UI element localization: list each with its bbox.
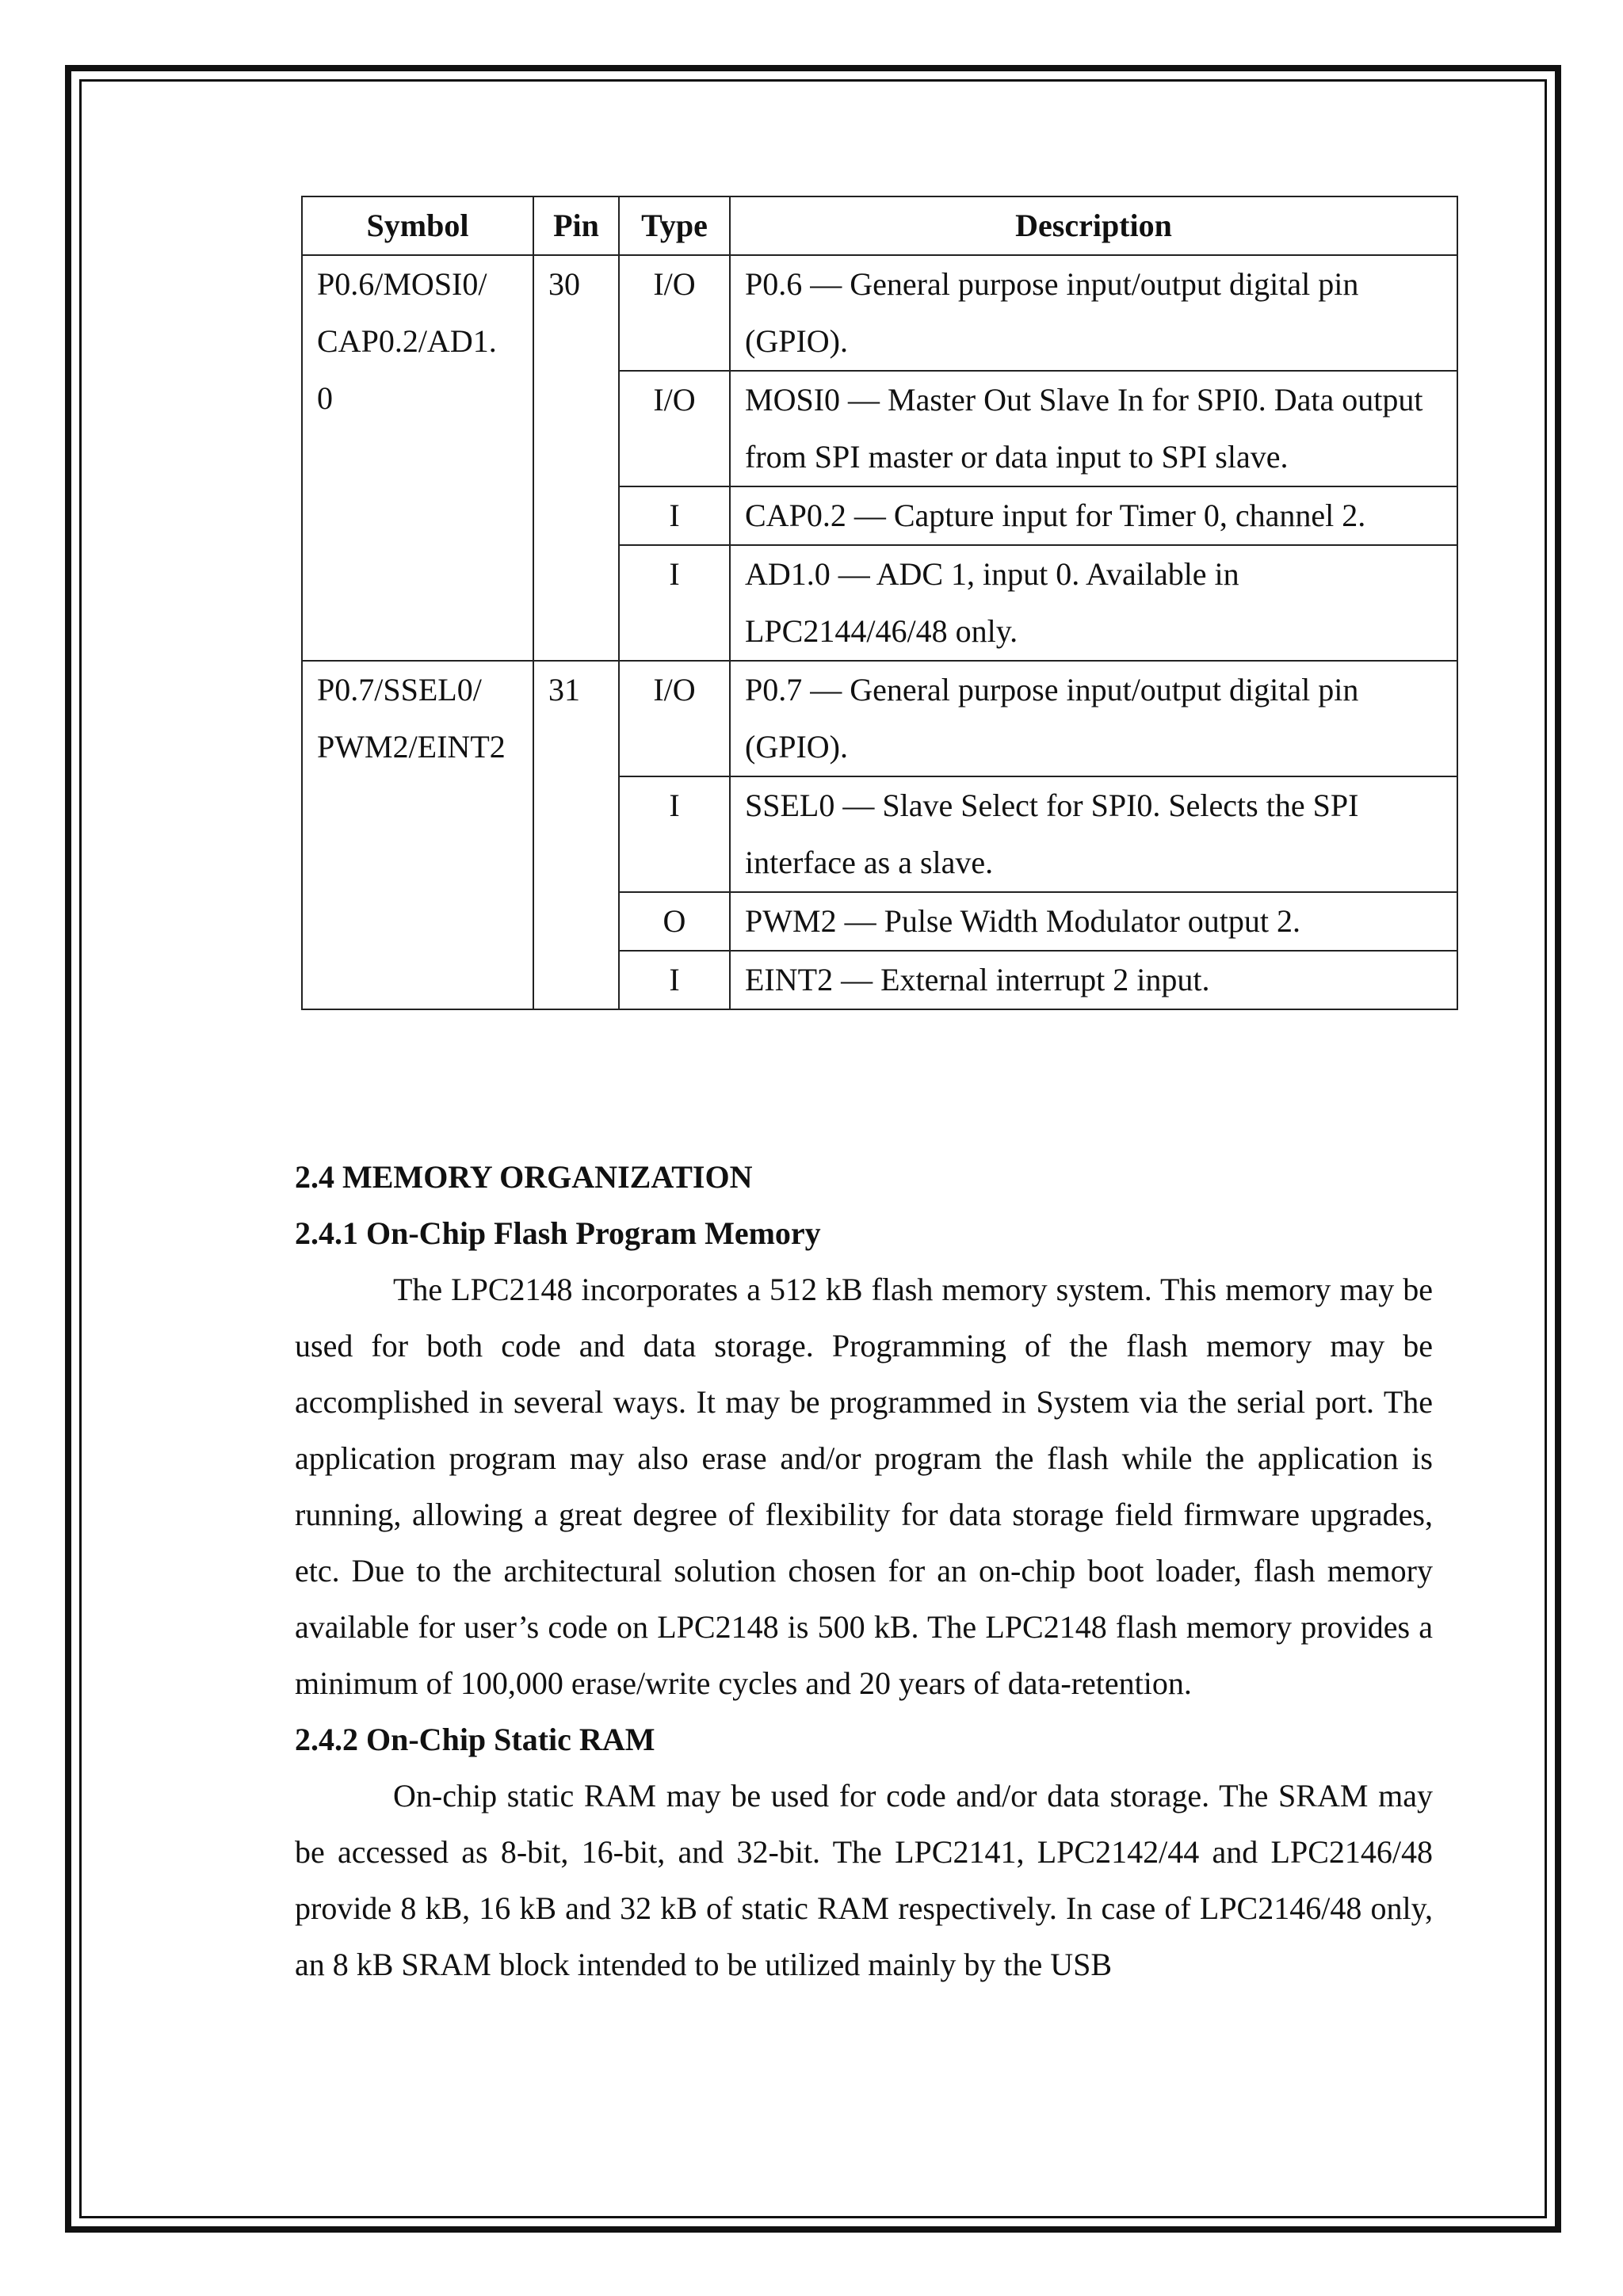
- type-cell: I: [619, 545, 730, 661]
- description-cell: PWM2 — Pulse Width Modulator output 2.: [730, 892, 1457, 951]
- symbol-line: 0: [317, 380, 333, 416]
- type-cell: I/O: [619, 255, 730, 371]
- type-cell: I/O: [619, 661, 730, 776]
- description-cell: EINT2 — External interrupt 2 input.: [730, 951, 1457, 1009]
- description-cell: P0.7 — General purpose input/output digital pin (GPIO).: [730, 661, 1457, 776]
- type-cell: I: [619, 951, 730, 1009]
- description-cell: SSEL0 — Slave Select for SPI0. Selects the SPI interface as a slave.: [730, 776, 1457, 892]
- symbol-cell-p06: [302, 255, 533, 661]
- table-header-row: [302, 196, 1457, 255]
- type-cell: I/O: [619, 371, 730, 486]
- table-row: [302, 661, 1457, 776]
- paragraph-sram: On-chip static RAM may be used for code and/or data storage. The SRAM may be accessed as 8-bit, 16-bit, and 32-bit. The LPC2141, LPC2142/44 and LPC2146/48 provide 8 kB, 16 kB and 32 kB of static RAM respectively. In case of LPC2146/48 only, an 8 kB SRAM block intended to be utilized mainly by the USB: [295, 1778, 1433, 1982]
- header-description: Description: [730, 196, 1457, 255]
- header-symbol: Symbol: [302, 196, 533, 255]
- header-type: Type: [619, 196, 730, 255]
- paragraph-flash: The LPC2148 incorporates a 512 kB flash memory system. This memory may be used for both code and data storage. Programming of the flash memory may be accomplished in several ways. It may be programmed in System via the serial port. The application program may also erase and/or program the flash while the application is running, allowing a great degree of flexibility for data storage field firmware upgrades, etc. Due to the architectural solution chosen for an on-chip boot loader, flash memory available for user’s code on LPC2148 is 500 kB. The LPC2148 flash memory provides a minimum of 100,000 erase/write cycles and 20 years of data-retention.: [295, 1272, 1433, 1701]
- type-cell: I: [619, 776, 730, 892]
- pin-description-table: [301, 196, 1458, 1010]
- symbol-line: PWM2/EINT2: [317, 729, 506, 765]
- subsection-heading-flash: 2.4.1 On-Chip Flash Program Memory: [295, 1215, 821, 1251]
- section-heading: 2.4 MEMORY ORGANIZATION: [295, 1159, 753, 1195]
- symbol-line: P0.7/SSEL0/: [317, 672, 482, 707]
- table-row: [302, 255, 1457, 371]
- header-pin: Pin: [533, 196, 619, 255]
- subsection-heading-sram: 2.4.2 On-Chip Static RAM: [295, 1722, 655, 1757]
- description-cell: CAP0.2 — Capture input for Timer 0, channel 2.: [730, 486, 1457, 545]
- pin-cell-p06: 30: [533, 255, 619, 661]
- description-cell: MOSI0 — Master Out Slave In for SPI0. Data output from SPI master or data input to SPI slave.: [730, 371, 1457, 486]
- type-cell: O: [619, 892, 730, 951]
- symbol-line: P0.6/MOSI0/: [317, 266, 487, 302]
- description-cell: AD1.0 — ADC 1, input 0. Available in LPC2144/46/48 only.: [730, 545, 1457, 661]
- symbol-line: CAP0.2/AD1.: [317, 323, 497, 359]
- type-cell: I: [619, 486, 730, 545]
- description-cell: P0.6 — General purpose input/output digital pin (GPIO).: [730, 255, 1457, 371]
- memory-organization-section: [295, 1149, 1433, 1993]
- pin-cell-p07: 31: [533, 661, 619, 1009]
- symbol-cell-p07: [302, 661, 533, 1009]
